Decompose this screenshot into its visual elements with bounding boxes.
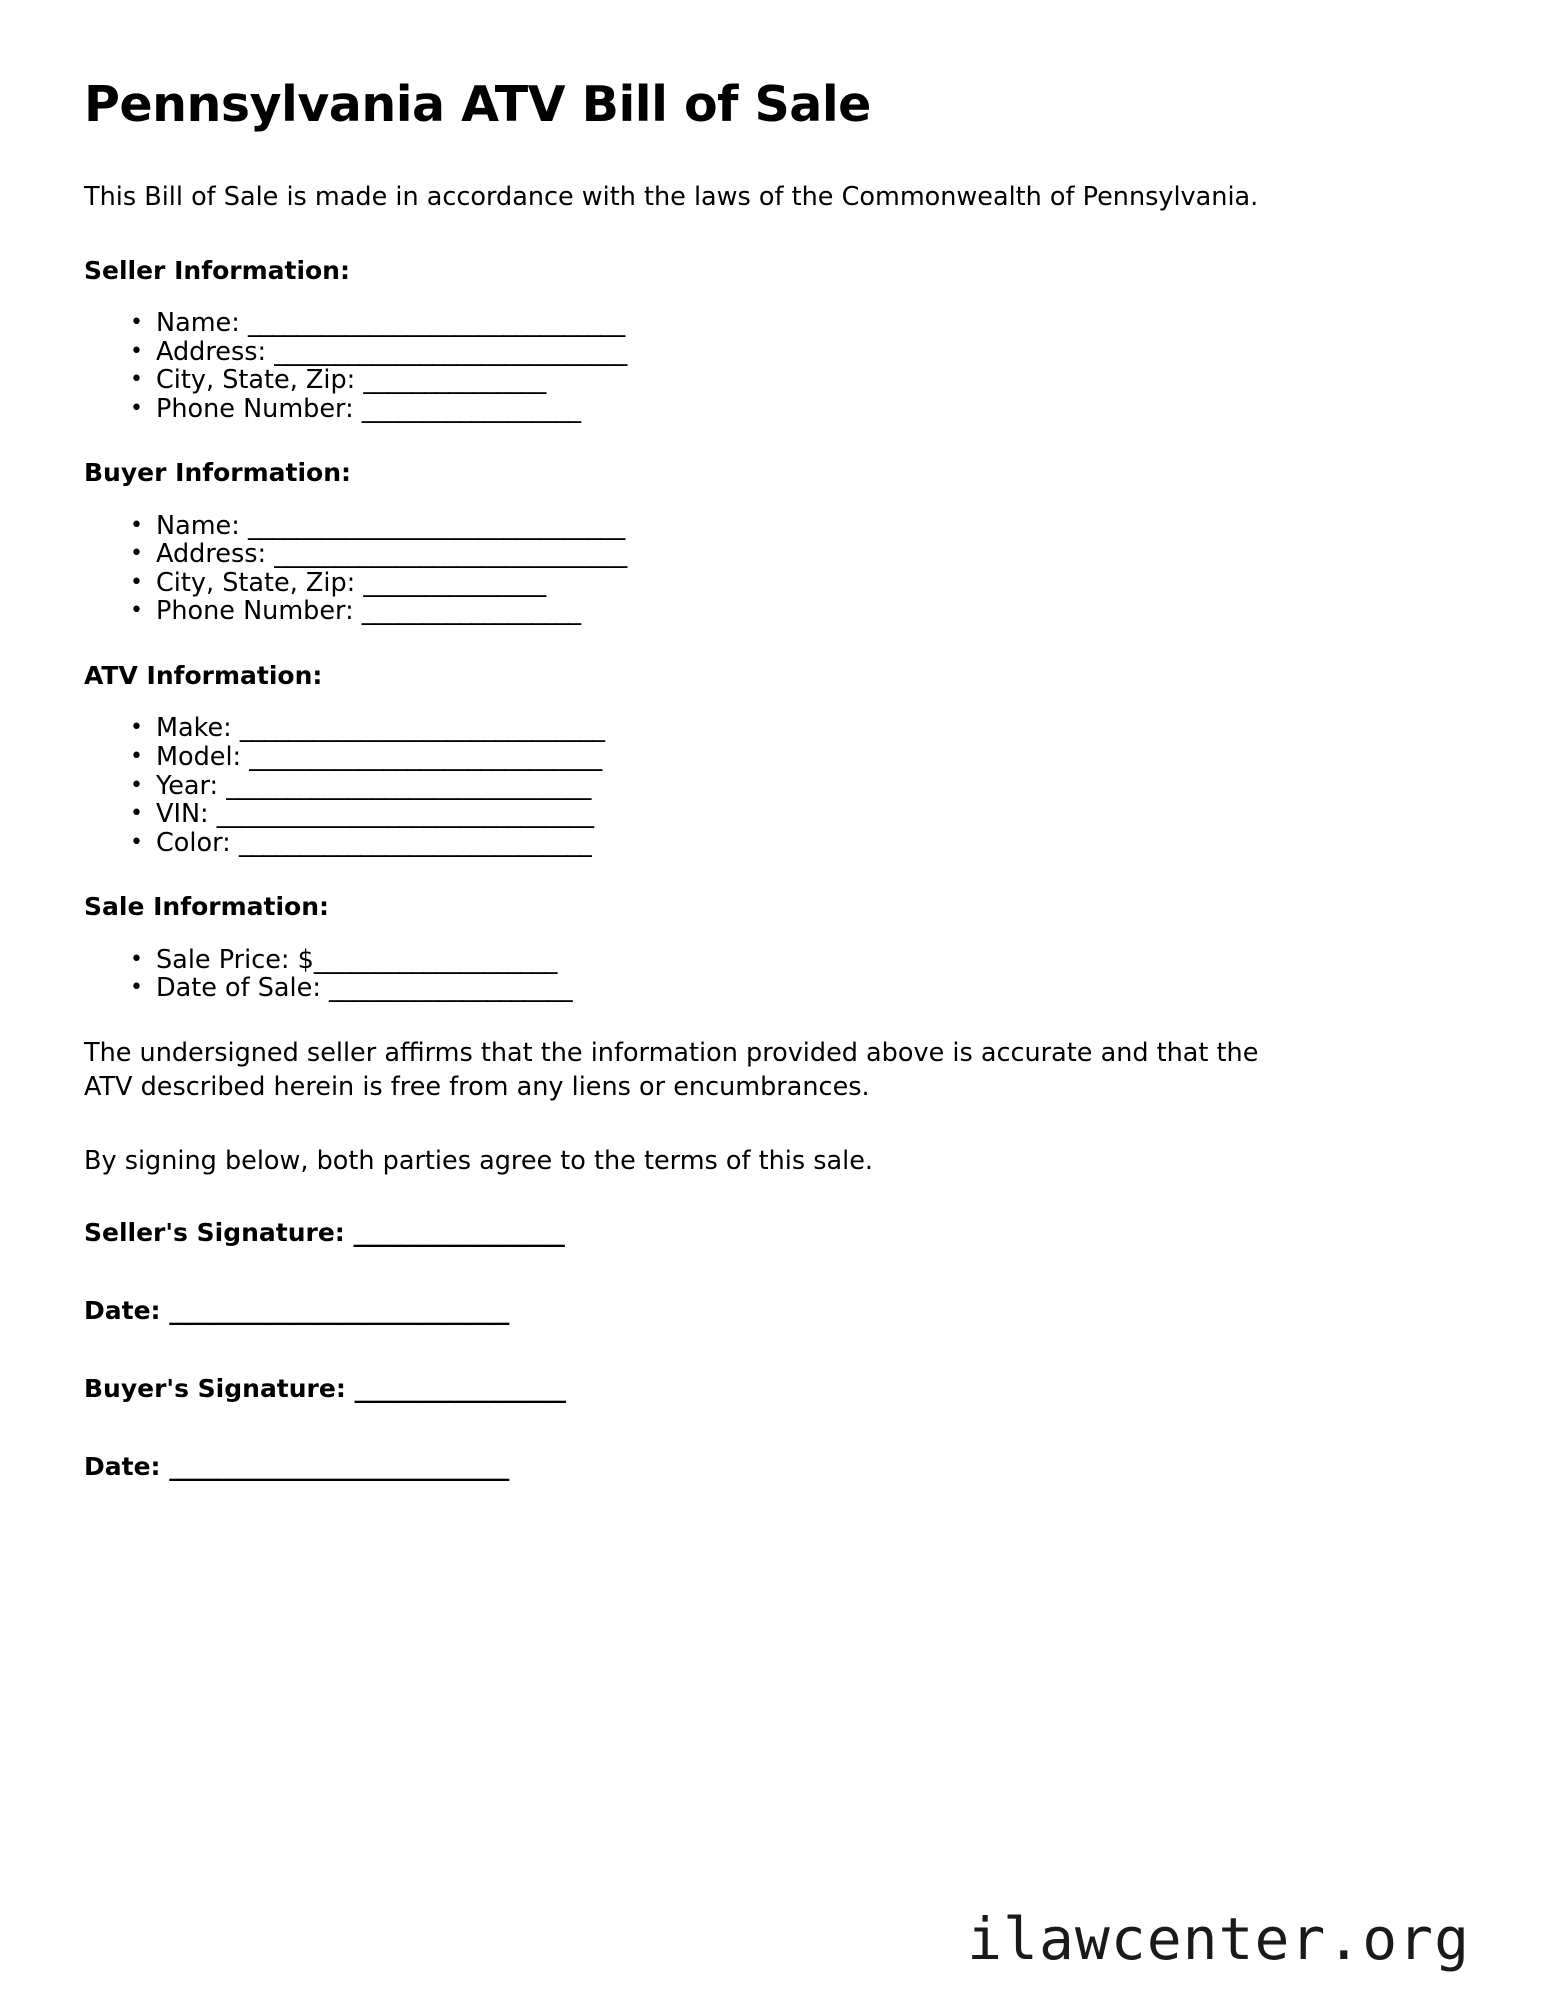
buyer-date-blank[interactable]: _____________________________: [169, 1452, 509, 1482]
field-list-seller: [84, 309, 1470, 423]
field-blank[interactable]: ______________________________: [226, 770, 591, 801]
field-blank[interactable]: _____________________________: [274, 539, 627, 570]
field-list-buyer: [84, 512, 1470, 626]
field-atv-year: [84, 772, 1470, 801]
field-blank[interactable]: _______________: [363, 365, 546, 396]
section-heading-sale: Sale Information:: [84, 892, 329, 922]
field-seller-phone-number: [84, 395, 1470, 424]
field-atv-color: [84, 829, 1470, 858]
field-atv-vin: [84, 800, 1470, 829]
section-heading-seller: Seller Information:: [84, 255, 350, 285]
field-label: Model:: [156, 741, 250, 772]
field-blank[interactable]: __________________: [361, 393, 581, 424]
field-label: Sale Price: $: [156, 944, 314, 975]
buyers-signature-line: [84, 1374, 1470, 1404]
field-buyer-phone-number: [84, 597, 1470, 626]
buyer-date-label: Date:: [84, 1452, 170, 1482]
seller-date-blank[interactable]: _____________________________: [169, 1296, 509, 1326]
field-seller-address: [84, 338, 1470, 367]
field-blank[interactable]: _____________________________: [238, 827, 592, 858]
field-blank[interactable]: ____________________: [313, 944, 557, 975]
field-blank[interactable]: _______________________________: [247, 510, 625, 541]
field-date-of-sale: [84, 974, 1470, 1003]
field-buyer-address: [84, 540, 1470, 569]
field-label: Address:: [156, 336, 275, 367]
field-blank[interactable]: _______________________________: [216, 799, 594, 830]
intro-paragraph: This Bill of Sale is made in accordance with the laws of the Commonwealth of Pennsylvania.: [84, 181, 1259, 212]
field-sale-price: [84, 946, 1470, 975]
field-label: City, State, Zip:: [156, 365, 364, 396]
field-label: Year:: [156, 770, 227, 801]
field-blank[interactable]: _______________: [363, 567, 546, 598]
field-seller-city-state-zip: [84, 366, 1470, 395]
seller-date-label: Date:: [84, 1296, 170, 1326]
page-title: Pennsylvania ATV Bill of Sale: [84, 76, 871, 133]
field-blank[interactable]: ______________________________: [239, 713, 605, 744]
site-watermark: ilawcenter.org: [967, 1905, 1470, 1973]
field-label: VIN:: [156, 799, 217, 830]
section-heading-buyer: Buyer Information:: [84, 458, 352, 488]
field-atv-model: [84, 743, 1470, 772]
field-label: Address:: [156, 539, 275, 570]
field-blank[interactable]: __________________: [361, 596, 581, 627]
field-atv-make: [84, 714, 1470, 743]
field-label: Make:: [156, 713, 240, 744]
field-list-sale: [84, 946, 1470, 1003]
field-blank[interactable]: _______________________________: [247, 308, 625, 339]
buyers-signature-blank[interactable]: __________________: [354, 1374, 566, 1404]
field-buyer-name: [84, 512, 1470, 541]
field-seller-name: [84, 309, 1470, 338]
agreement-paragraph: By signing below, both parties agree to the terms of this sale.: [84, 1145, 874, 1176]
field-label: Name:: [156, 510, 248, 541]
field-blank[interactable]: _____________________________: [274, 336, 627, 367]
field-label: Date of Sale:: [156, 973, 330, 1004]
buyer-date-line: [84, 1452, 1470, 1482]
affirmation-paragraph: The undersigned seller affirms that the information provided above is accurate and that the ATV described herein is free from any liens or encumbrances.: [84, 1037, 1259, 1102]
field-label: Phone Number:: [156, 393, 362, 424]
field-label: Color:: [156, 827, 239, 858]
field-blank[interactable]: ____________________: [329, 973, 573, 1004]
buyers-signature-label: Buyer's Signature:: [84, 1374, 355, 1404]
section-heading-atv: ATV Information:: [84, 660, 323, 690]
sellers-signature-line: [84, 1218, 1470, 1248]
field-blank[interactable]: _____________________________: [249, 741, 602, 772]
field-list-atv: [84, 714, 1470, 857]
sellers-signature-blank[interactable]: __________________: [353, 1218, 565, 1248]
sellers-signature-label: Seller's Signature:: [84, 1218, 354, 1248]
field-label: Phone Number:: [156, 596, 362, 627]
seller-date-line: [84, 1296, 1470, 1326]
field-label: Name:: [156, 308, 248, 339]
field-label: City, State, Zip:: [156, 567, 364, 598]
field-buyer-city-state-zip: [84, 569, 1470, 598]
